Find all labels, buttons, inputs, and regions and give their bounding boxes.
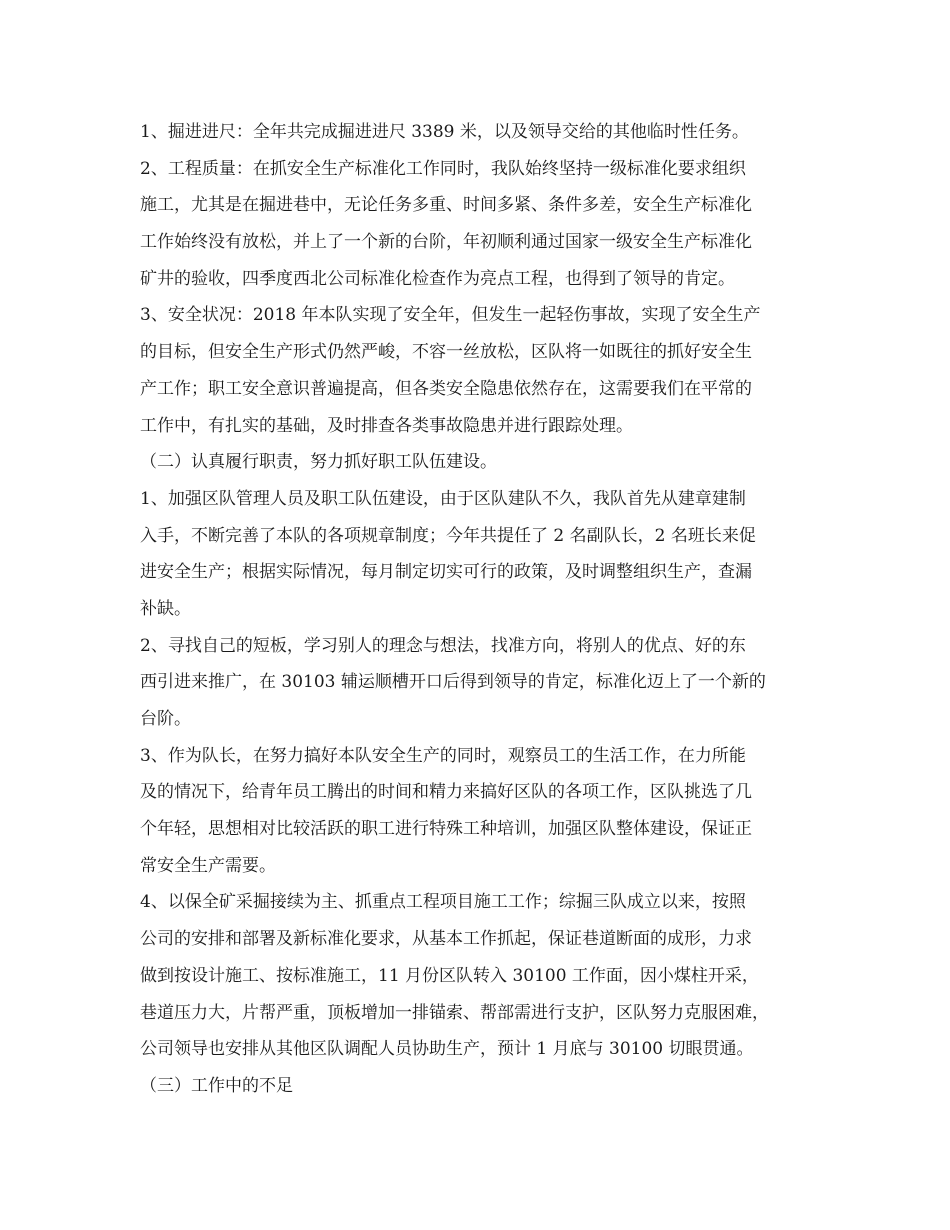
text-line-4: 工作始终没有放松，并上了一个新的台阶，年初顺利通过国家一级安全生产标准化 <box>140 232 752 253</box>
text-line-2: 2、工程质量：在抓安全生产标准化工作同时，我队始终坚持一级标准化要求组织 <box>140 158 746 179</box>
text-line-21: 常安全生产需要。 <box>140 855 276 876</box>
text-line-1: 1、掘进进尺：全年共完成掘进进尺 3389 米，以及领导交给的其他临时性任务。 <box>140 122 749 142</box>
section-heading-3: （三）工作中的不足 <box>140 1075 293 1096</box>
text-line-17: 台阶。 <box>140 709 191 729</box>
section-heading-2: （二）认真履行职责，努力抓好职工队伍建设。 <box>140 452 497 473</box>
text-line-14: 补缺。 <box>140 598 191 619</box>
text-line-6: 3、安全状况：2018 年本队实现了安全年，但发生一起轻伤事故，实现了安全生产 <box>140 305 761 326</box>
text-line-11: 1、加强区队管理人员及职工队伍建设，由于区队建队不久，我队首先从建章建制 <box>140 488 746 509</box>
text-line-22: 4、以保全矿采掘接续为主、抓重点工程项目施工工作；综掘三队成立以来，按照 <box>140 892 746 913</box>
text-line-24: 做到按设计施工、按标准施工，11 月份区队转入 30100 工作面，因小煤柱开采， <box>140 965 759 986</box>
text-line-16: 西引进来推广，在 30103 辅运顺槽开口后得到领导的肯定，标准化迈上了一个新的 <box>140 672 766 693</box>
text-line-19: 及的情况下，给青年员工腾出的时间和精力来搞好区队的各项工作，区队挑选了几 <box>140 782 752 803</box>
text-line-25: 巷道压力大，片帮严重，顶板增加一排锚索、帮部需进行支护，区队努力克服困难， <box>140 1002 769 1023</box>
text-line-15: 2、寻找自己的短板，学习别人的理念与想法，找准方向，将别人的优点、好的东 <box>140 635 746 656</box>
text-line-18: 3、作为队长，在努力搞好本队安全生产的同时，观察员工的生活工作，在力所能 <box>140 745 746 766</box>
text-line-3: 施工，尤其是在掘进巷中，无论任务多重、时间多紧、条件多差，安全生产标准化 <box>140 195 752 216</box>
text-line-20: 个年轻，思想相对比较活跃的职工进行特殊工种培训，加强区队整体建设，保证正 <box>140 819 752 840</box>
text-line-9: 工作中，有扎实的基础，及时排查各类事故隐患并进行跟踪处理。 <box>140 415 633 436</box>
text-line-7: 的目标，但安全生产形式仍然严峻，不容一丝放松，区队将一如既往的抓好安全生 <box>140 342 752 363</box>
text-line-13: 进安全生产；根据实际情况，每月制定切实可行的政策，及时调整组织生产，查漏 <box>140 562 752 583</box>
text-line-23: 公司的安排和部署及新标准化要求，从基本工作抓起，保证巷道断面的成形，力求 <box>140 929 752 950</box>
text-line-5: 矿井的验收，四季度西北公司标准化检查作为亮点工程，也得到了领导的肯定。 <box>140 268 735 289</box>
text-line-26: 公司领导也安排从其他区队调配人员协助生产，预计 1 月底与 30100 切眼贯通。 <box>140 1039 754 1060</box>
document-body <box>140 114 830 1105</box>
text-line-12: 入手，不断完善了本队的各项规章制度；今年共提任了 2 名副队长，2 名班长来促 <box>140 525 756 546</box>
text-line-8: 产工作；职工安全意识普遍提高，但各类安全隐患依然存在，这需要我们在平常的 <box>140 378 752 399</box>
